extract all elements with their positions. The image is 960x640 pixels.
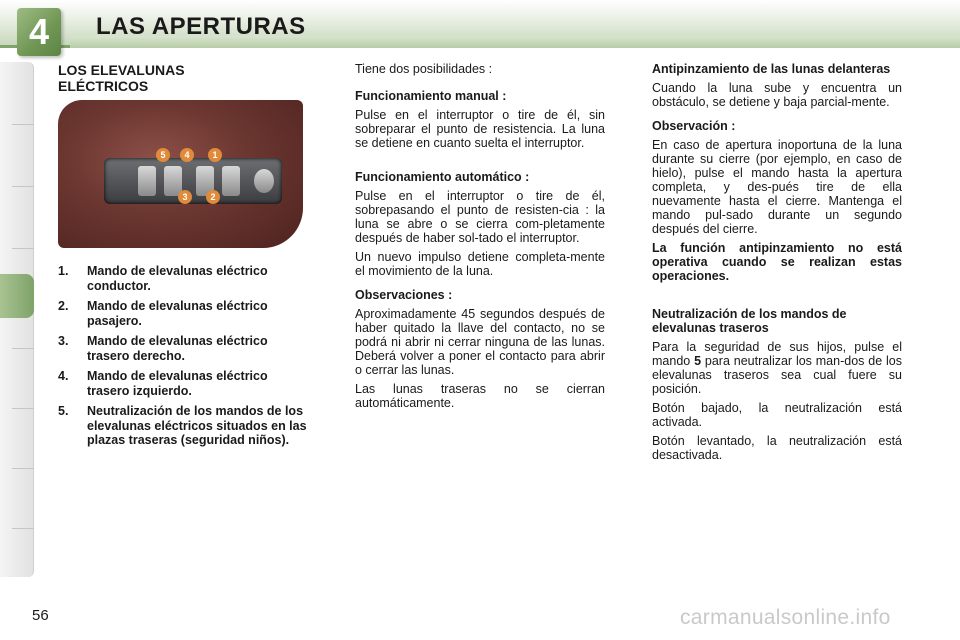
list-item: 5. Neutralización de los mandos de los elevalunas eléctricos situados en las plazas traseras (seguridad niños).: [58, 404, 307, 447]
observations-title: Observaciones :: [355, 288, 453, 302]
anti-pinch-text: Cuando la luna sube y encuentra un obstáculo, se detiene y baja parcial-mente.: [652, 81, 902, 109]
chapter-tabs: [0, 62, 34, 577]
mirror-knob: [254, 169, 274, 193]
observations-text: Aproximadamente 45 segundos después de haber quitado la llave del contacto, no se podrá ni abrir ni cerrar ninguna de las lunas. Deberá volver a poner el contacto para abrir o cerrar las lunas.: [355, 307, 605, 377]
tab-divider: [12, 186, 34, 187]
manual-title: Funcionamiento manual :: [355, 89, 507, 103]
observation-title: Observación :: [652, 119, 736, 133]
figure-label: 1: [208, 148, 222, 162]
tab-divider: [12, 408, 34, 409]
page-number: 56: [32, 607, 49, 624]
chapter-number-badge: 4: [17, 8, 61, 56]
tab-divider: [12, 124, 34, 125]
neutralization-title: Neutralización de los mandos de elevalunas traseros: [652, 307, 847, 335]
list-item: 2. Mando de elevalunas eléctrico pasajero.: [58, 299, 268, 328]
anti-pinch-title: Antipinzamiento de las lunas delanteras: [652, 62, 891, 76]
tab-divider: [12, 248, 34, 249]
figure-label: 4: [180, 148, 194, 162]
anti-pinch-warning: La función antipinzamiento no está operativa cuando se realizan estas operaciones.: [652, 241, 902, 283]
observation-text: En caso de apertura inoportuna de la luna durante su cierre (por ejemplo, en caso de hielo), pulse el mando hasta la apertura completa, y des-pués tire de ella nuevamente hasta el cierre. Mantenga el mando pul-sado durante un segundo después del cierre.: [652, 138, 902, 236]
auto-text-2: Un nuevo impulso detiene completa-mente el movimiento de la luna.: [355, 250, 605, 278]
tab-divider: [12, 528, 34, 529]
chapter-title: LAS APERTURAS: [96, 13, 306, 40]
figure-label: 5: [156, 148, 170, 162]
button-up-text: Botón levantado, la neutralización está desactivada.: [652, 434, 902, 462]
button-down-text: Botón bajado, la neutralización está activada.: [652, 401, 902, 429]
figure-label: 3: [178, 190, 192, 204]
switch-rear-left: [138, 166, 156, 196]
intro-text: Tiene dos posibilidades :: [355, 62, 493, 76]
window-switch-photo: [58, 100, 303, 248]
column-operation: [355, 62, 605, 415]
section-title: LOS ELEVALUNAS ELÉCTRICOS: [58, 62, 185, 94]
list-item: 1. Mando de elevalunas eléctrico conductor.: [58, 264, 268, 293]
neutralization-text: Para la seguridad de sus hijos, pulse el mando 5 para neutralizar los man-dos de los elevalunas traseros sea cual fuere su posición.: [652, 340, 902, 396]
switch-passenger: [222, 166, 240, 196]
tab-divider: [12, 348, 34, 349]
site-watermark: carmanualsonline.info: [680, 606, 891, 629]
figure-label: 2: [206, 190, 220, 204]
manual-text: Pulse en el interruptor o tire de él, sin sobreparar el punto de resistencia. La luna se detiene en cuanto suelta el interruptor.: [355, 108, 605, 150]
column-safety: [652, 62, 902, 467]
auto-text: Pulse en el interruptor o tire de él, sobrepasando el punto de resisten-cia : la luna se abre o se cierra com-pletamente después de haber sol-tado el interruptor.: [355, 189, 605, 245]
switch-panel: [104, 158, 282, 204]
legend-list: [58, 264, 308, 454]
list-item: 3. Mando de elevalunas eléctrico trasero derecho.: [58, 334, 268, 363]
tab-active-chapter[interactable]: [0, 274, 34, 318]
tab-divider: [12, 468, 34, 469]
auto-title: Funcionamiento automático :: [355, 170, 530, 184]
observations-text-2: Las lunas traseras no se cierran automáticamente.: [355, 382, 605, 410]
list-item: 4. Mando de elevalunas eléctrico trasero izquierdo.: [58, 369, 268, 398]
